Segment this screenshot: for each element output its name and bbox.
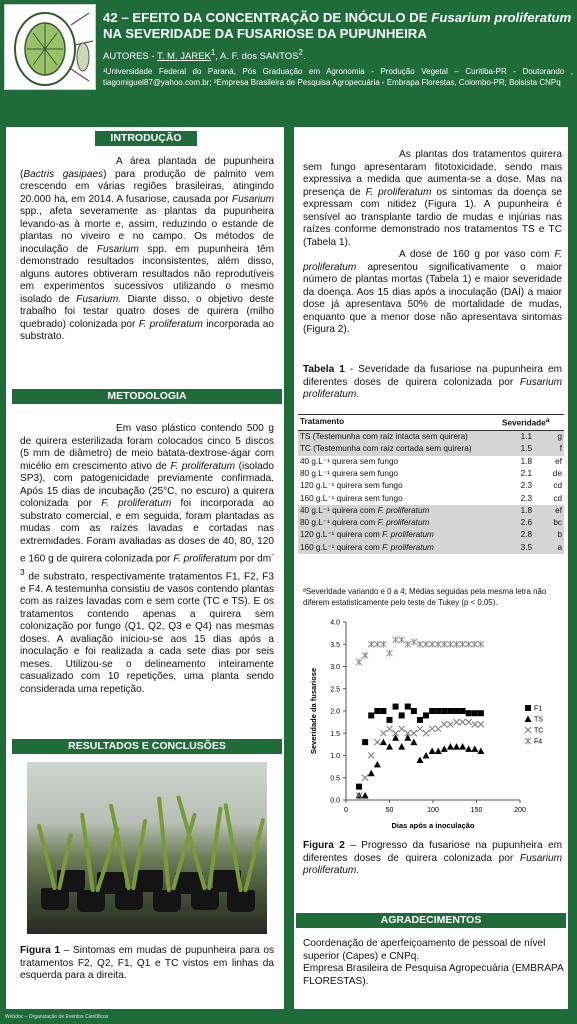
severity-cell: 1.8 xyxy=(500,505,534,517)
data-point xyxy=(466,641,472,648)
table-row xyxy=(298,431,564,444)
group-letter-cell: b xyxy=(534,529,564,541)
data-point xyxy=(453,708,459,714)
table-row xyxy=(298,468,564,480)
data-point xyxy=(417,717,423,723)
data-point xyxy=(435,708,441,714)
data-point xyxy=(393,636,399,643)
table-row xyxy=(298,456,564,468)
group-letter-cell: cd xyxy=(553,481,562,491)
table-row xyxy=(298,443,564,455)
data-point xyxy=(416,756,423,763)
data-point xyxy=(459,743,466,750)
data-point xyxy=(356,784,362,790)
y-tick-label: 0.0 xyxy=(330,797,340,805)
data-point xyxy=(441,721,447,727)
y-tick-label: 2.5 xyxy=(330,686,340,694)
data-point xyxy=(472,721,478,727)
data-point xyxy=(477,748,484,755)
table-row xyxy=(298,493,564,505)
group-letter-cell: f xyxy=(534,443,564,455)
table-row xyxy=(298,517,564,529)
data-point xyxy=(525,727,531,733)
data-point xyxy=(374,739,380,745)
data-point xyxy=(465,745,472,752)
legend-label: F1 xyxy=(534,705,543,713)
data-point xyxy=(380,730,386,736)
data-point xyxy=(374,641,380,648)
data-point xyxy=(356,659,362,666)
data-point xyxy=(423,712,429,718)
legend-label: F4 xyxy=(534,738,543,746)
data-point xyxy=(399,726,405,732)
treatment-cell: 120 g.L⁻¹ quirera com F. proliferatum xyxy=(298,529,500,541)
severity-cell: 1.8 xyxy=(520,456,532,466)
table-row xyxy=(298,542,564,554)
y-tick-label: 3.0 xyxy=(330,664,340,671)
severity-cell: 2.1 xyxy=(520,468,532,478)
data-point xyxy=(374,708,380,714)
data-point xyxy=(447,708,453,714)
severity-table xyxy=(298,414,564,554)
treatment-cell: TS (Testemunha com raiz intacta sem quirera) xyxy=(298,431,500,444)
data-point xyxy=(453,719,459,725)
table1-caption: Tabela 1 - Severidade da fusariose na pupunheira em diferentes doses de quirera colonizada por Fusarium proliferatum. xyxy=(303,364,562,400)
data-point xyxy=(447,743,454,750)
group-letter-cell: g xyxy=(534,431,564,444)
x-tick-label: 100 xyxy=(427,807,439,814)
data-point xyxy=(460,641,466,648)
group-letter-cell: cd xyxy=(553,493,562,503)
table-row xyxy=(298,529,564,541)
figure2-caption: Figura 2 – Progresso da fusariose na pupunheira em diferentes doses de quirera colonizada por Fusarium proliferatum. xyxy=(303,840,562,876)
figure1-caption: Figura 1 – Sintomas em mudas de pupunheira para os tratamentos F2, Q2, F1, Q1 e TC vistos em linhas da esquerda para a direita. xyxy=(20,945,275,981)
table1-note: ªSeveridade variando e 0 a 4; Médias seguidas pela mesma letra não diferem estatisticamente pelo teste de Tukey (p < 0,05). xyxy=(303,587,547,607)
col-treatment: Tratamento xyxy=(298,415,500,431)
treatment-cell: 80 g.L⁻¹ quirera com F. proliferatum xyxy=(298,517,500,529)
severity-cell: 1.1 xyxy=(500,431,534,444)
data-point xyxy=(399,712,405,718)
data-point xyxy=(423,641,429,648)
author-link[interactable]: T. M. JAREK xyxy=(157,51,211,63)
data-point xyxy=(447,721,453,727)
data-point xyxy=(387,726,393,732)
col-severity: Severidade$^a$ xyxy=(500,415,564,431)
data-point xyxy=(478,710,484,716)
legend-label: TC xyxy=(534,727,544,735)
severity-cell: 2.8 xyxy=(500,529,534,541)
data-point xyxy=(453,641,459,648)
data-point xyxy=(453,743,460,750)
data-point xyxy=(386,743,393,750)
severity-cell: 2.3 xyxy=(520,493,532,503)
figure1-photo xyxy=(27,762,267,934)
severity-cell: 2.3 xyxy=(520,481,532,491)
x-tick-label: 0 xyxy=(344,807,348,814)
data-point xyxy=(525,705,531,711)
data-point xyxy=(429,748,436,755)
group-letter-cell: de xyxy=(552,468,562,478)
data-point xyxy=(387,717,393,723)
treatment-cell: 40 g.L⁻¹ quirera com F. proliferatum xyxy=(298,505,500,517)
method-heading: METODOLOGIA xyxy=(12,389,282,404)
data-point xyxy=(435,726,441,732)
data-point xyxy=(435,748,442,755)
data-point xyxy=(368,770,375,777)
treatment-cell: 120 g.L⁻¹ quirera sem fungo xyxy=(300,481,403,491)
results-heading: RESULTADOS E CONCLUSÕES xyxy=(12,739,282,754)
data-point xyxy=(380,708,386,714)
data-point xyxy=(472,710,478,716)
data-point xyxy=(447,641,453,648)
treatment-cell: 160 g.L⁻¹ quirera com F. proliferatum xyxy=(298,542,500,554)
data-point xyxy=(405,641,411,648)
poster-header xyxy=(0,0,577,113)
data-point xyxy=(460,708,466,714)
data-point xyxy=(411,730,417,736)
y-tick-label: 3.5 xyxy=(330,641,340,649)
data-point xyxy=(478,721,484,727)
data-point xyxy=(460,719,466,725)
y-tick-label: 4.0 xyxy=(330,619,340,627)
data-point xyxy=(362,652,368,659)
data-point xyxy=(362,739,368,745)
treatment-cell: TC (Testemunha com raiz cortada sem quirera) xyxy=(298,443,500,455)
data-point xyxy=(471,745,478,752)
data-point xyxy=(362,792,369,799)
y-tick-label: 2.0 xyxy=(330,708,340,716)
treatment-cell: 160 g.L⁻¹ quirera sem fungo xyxy=(300,493,403,503)
ack-heading: AGRADECIMENTOS xyxy=(296,913,566,928)
figure2-chart xyxy=(300,612,566,834)
data-point xyxy=(399,636,405,643)
data-point xyxy=(429,641,435,648)
method-text: Em vaso plástico contendo 500 g de quirera esterilizada foram colocados cinco 5 discos (5 mm de diâmetro) de meio batata-dextrose-ágar com micélio em crescimento ativo de F. proliferatum (isolado SP3), com patogenicidade previamente confirmada. Após 15 dias de incubação (25°C, no escuro) a quirera colonizada por F. proliferatum foi incorporada ao substrato comercial, e em seguida, foram plantadas as mudas com as raízes lavadas e cortadas nas extremidades. Foram avaliadas as doses de 40, 80, 120 e 160 g de quirera colonizada por F. proliferatum por $dm^{-3}$ de substrato, respectivamente tratamentos F1, F2, F3 e F4. A testemunha consistiu de vasos contendo plantas com as raízes lavadas com e sem corte (TC e TS). E os tratamentos contendo apenas a quirera sem colonização por fungo (Q1, Q2, Q3 e Q4) nas mesmas doses. A avaliação iniciou-se aos 15 dias após a inoculação e foi realizada a cada sete dias por seis meses. Utilizou-se o delineamento inteiramente casualizado com 10 repetições, uma planta sendo considerada uma repetição. xyxy=(20,423,275,695)
poster-title: 42 – EFEITO DA CONCENTRAÇÃO DE INÓCULO DE Fusarium proliferatum NA SEVERIDADE DA FUSARIOSE DA PUPUNHEIRA xyxy=(103,10,572,41)
severity-cell: 3.5 xyxy=(500,542,534,554)
data-point xyxy=(398,743,405,750)
group-letter-cell: a xyxy=(534,542,564,554)
data-point xyxy=(435,641,441,648)
embrapa-logo xyxy=(4,4,96,90)
x-tick-label: 50 xyxy=(385,807,394,814)
table-row xyxy=(298,505,564,517)
data-point xyxy=(368,712,374,718)
results-text: As plantas dos tratamentos quirera sem fungo apresentaram fitotoxicidade, sendo mais expressiva a medida que aumenta-se a dose. Mas na presença de F. proliferatum os sintomas da doença se expressam com nitidez (Figura 1). A pupunheira é sensível ao transplante tardio de mudas e injúrias nas raízes conforme demonstrado nos tratamentos TS e TC (Tabela 1). A dose de 160 g por vaso com F. proliferatum apresentou significativamente o maior número de plantas mortas (Tabela 1) e maior severidade da doença. Aos 15 dias após a inoculação (DAÍ) a maior dose já apresentava 50% de mortalidade de mudas, enquanto que a menor dose não apresentava sintomas (Figura 2). xyxy=(303,149,563,335)
data-point xyxy=(525,738,531,745)
data-point xyxy=(417,726,423,732)
ack-text: Coordenação de aperfeiçoamento de pessoal de nível superior (Capes) e CNPq. Empresa Brasileira de Pesquisa Agropecuária (EMBRAPA FLORESTAS). xyxy=(303,938,564,987)
data-point xyxy=(466,710,472,716)
data-point xyxy=(387,650,393,657)
data-point xyxy=(405,704,411,710)
data-point xyxy=(411,708,417,714)
data-point xyxy=(441,641,447,648)
x-axis-label: Dias após a inoculação xyxy=(391,821,475,830)
data-point xyxy=(410,739,417,746)
intro-text: A área plantada de pupunheira (Bactris gasipaes) para produção de palmito vem crescendo em várias regiões brasileiras, atingindo 20.000 ha, em 2014. A fusariose, causada por Fusarium spp., afeta severamente as plantas da pupunheira levando-as à morte e, assim, reduzindo o estande de plantas no viveiro e no campo. Os métodos de inoculação de Fusarium spp. em pupunheira têm demonstrado resultados inconsistentes, além disso, alguns autores obtiveram resultados não reprodutíveis em experimentos sucessivos utilizando o mesmo isolado de Fusarium. Diante disso, o objetivo deste trabalho foi testar quatro doses de quirera (milho quebrado) colonizada por F. proliferatum incorporada ao substrato. xyxy=(20,156,275,342)
data-point xyxy=(417,641,423,648)
table-row xyxy=(298,480,564,492)
group-letter-cell: bc xyxy=(534,517,564,529)
intro-heading: INTRODUÇÃO xyxy=(95,131,197,146)
data-point xyxy=(525,716,532,723)
x-tick-label: 150 xyxy=(470,807,483,814)
treatment-cell: 80 g.L⁻¹ quirera sem fungo xyxy=(300,468,399,478)
severity-cell: 1.5 xyxy=(500,443,534,455)
data-point xyxy=(423,730,429,736)
data-point xyxy=(441,708,447,714)
y-tick-label: 0.5 xyxy=(330,775,340,783)
legend-label: TS xyxy=(534,716,543,724)
authors-line: AUTORES - T. M. JAREK$^1$, A. F. dos SANTOS$^2$. xyxy=(103,48,306,63)
data-point xyxy=(429,726,435,732)
data-point xyxy=(472,641,478,648)
y-axis-label: Severidade da fusariose xyxy=(309,667,318,755)
treatment-cell: 40 g.L⁻¹ quirera sem fungo xyxy=(300,456,399,466)
y-tick-label: 1.5 xyxy=(330,730,340,738)
data-point xyxy=(441,745,448,752)
data-point xyxy=(374,761,381,768)
data-point xyxy=(393,704,399,710)
data-point xyxy=(466,719,472,725)
severity-cell: 2.6 xyxy=(500,517,534,529)
data-point xyxy=(368,753,374,759)
data-point xyxy=(478,641,484,648)
data-point xyxy=(411,639,417,646)
affiliation-text: ¹Universidade Federal do Paraná, Pós Graduação em Agronomia - Produção Vegetal – Curitiba-PR - Doutorando , tiagomiguel87@yahoo.com.br; ²Empresa Brasileira de Pesquisa Agropecuária - Embrapa Florestas, Colombo-PR; Bolsista CNPq xyxy=(103,67,573,87)
y-tick-label: 1.0 xyxy=(330,753,340,760)
data-point xyxy=(368,641,374,648)
data-point xyxy=(380,739,387,746)
group-letter-cell: ef xyxy=(534,505,564,517)
footer-credit: Webdoc – Organização de Eventos Científicos xyxy=(5,1014,109,1020)
data-point xyxy=(362,775,368,781)
data-point xyxy=(423,752,430,759)
data-point xyxy=(380,641,386,648)
data-point xyxy=(429,708,435,714)
group-letter-cell: ef xyxy=(555,456,562,466)
x-tick-label: 200 xyxy=(514,807,526,814)
